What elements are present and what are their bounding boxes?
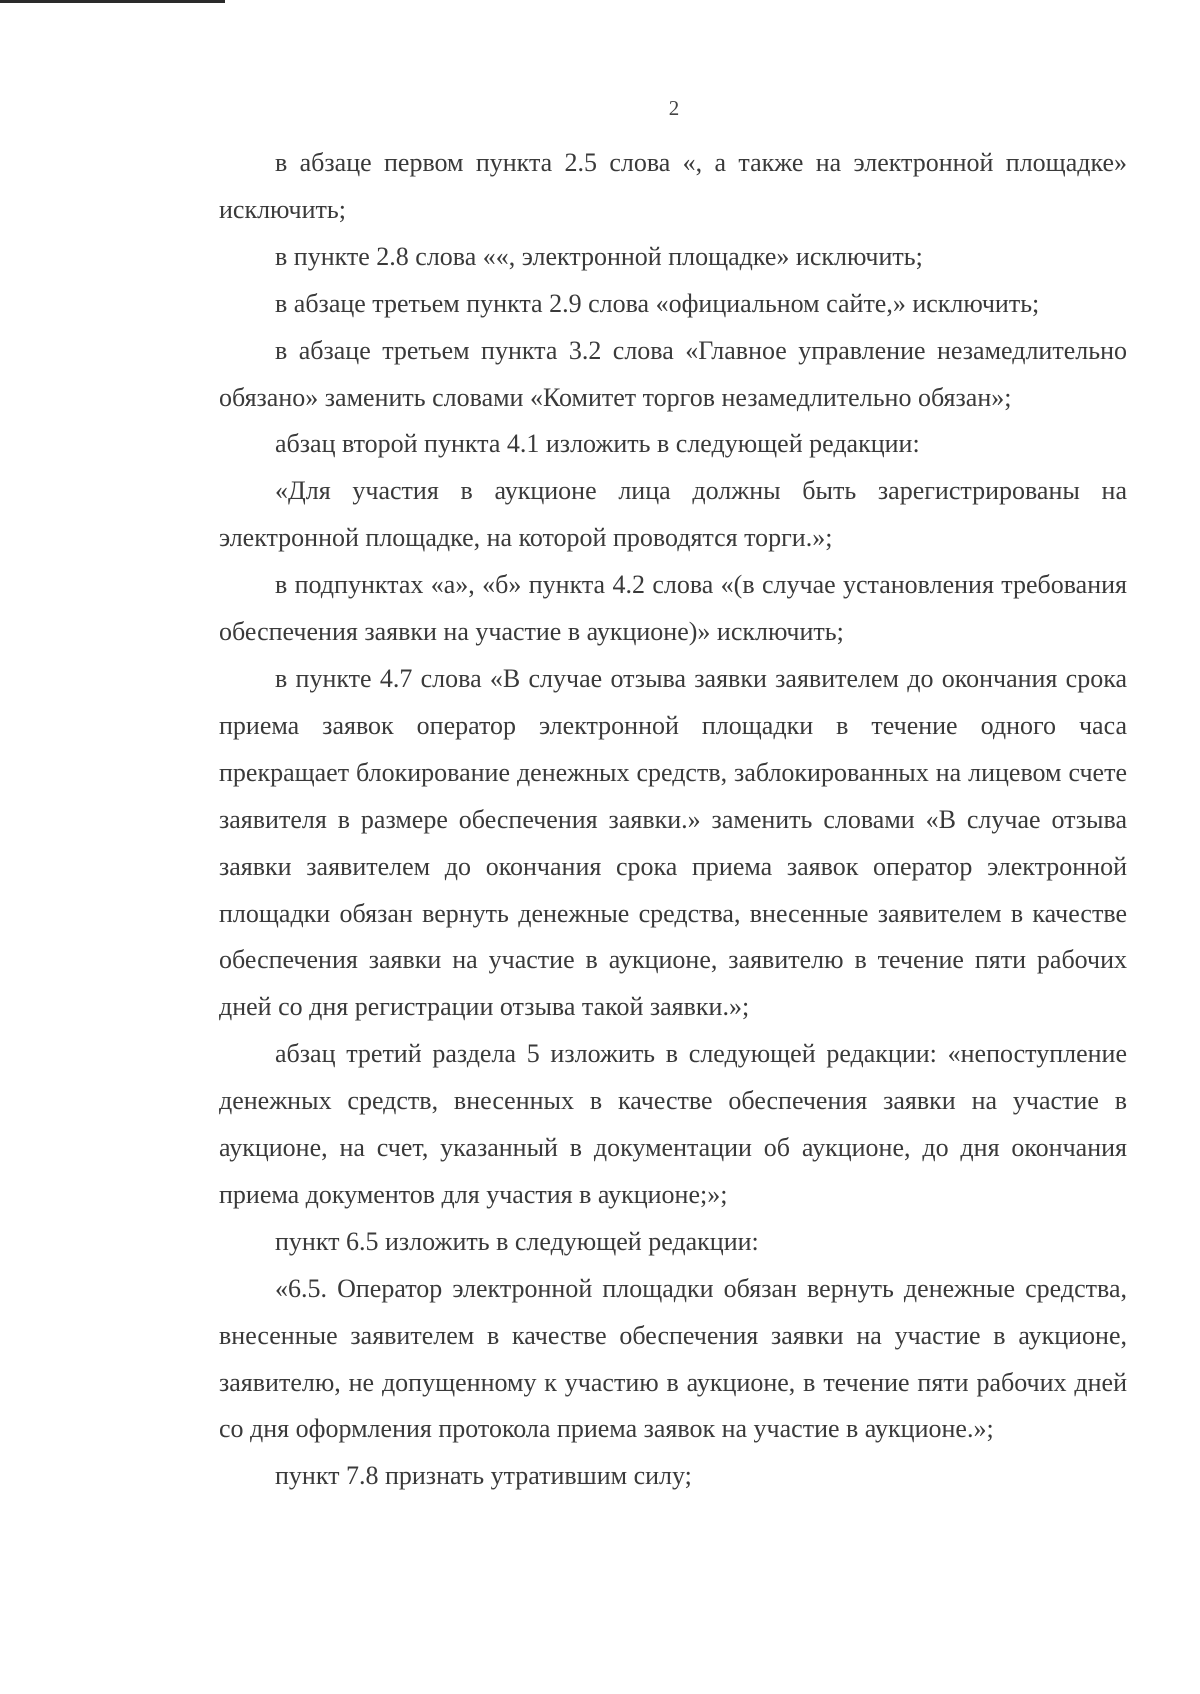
paragraph-2-8: в пункте 2.8 слова ««, электронной площадке» исключить;: [275, 241, 923, 271]
document-body: [219, 140, 1127, 1500]
paragraph-section-5: абзац третий раздела 5 изложить в следующей редакции: «непоступление денежных средств, внесенных в качестве обеспечения заявки на участие в аукционе, на счет, указанный в документации об аукционе, до дня окончания приема документов для участия в аукционе;»;: [219, 1039, 1127, 1209]
paragraph-7-8: пункт 7.8 признать утратившим силу;: [275, 1461, 692, 1491]
page-number: 2: [668, 96, 680, 120]
paragraph-3-2: в абзаце третьем пункта 3.2 слова «Главное управление незамедлительно обязано» заменить словами «Комитет торгов незамедлительно обязан»;: [219, 335, 1127, 412]
paragraph-2-5: в абзаце первом пункта 2.5 слова «, а также на электронной площадке» исключить;: [219, 148, 1127, 224]
paragraph-4-1-text: «Для участия в аукционе лица должны быть зарегистрированы на электронной площадке, на которой проводятся торги.»;: [219, 476, 1127, 553]
paragraph-4-1-intro: абзац второй пункта 4.1 изложить в следующей редакции:: [275, 429, 920, 459]
paragraph-2-9: в абзаце третьем пункта 2.9 слова «официальном сайте,» исключить;: [275, 288, 1040, 318]
paragraph-6-5-text: «6.5. Оператор электронной площадки обязан вернуть денежные средства, внесенные заявителем в качестве обеспечения заявки на участие в аукционе, заявителю, не допущенному к участию в аукционе, в течение пяти рабочих дней со дня оформления протокола приема заявок на участие в аукционе.»;: [219, 1273, 1127, 1444]
paragraph-6-5-intro: пункт 6.5 изложить в следующей редакции:: [275, 1226, 759, 1256]
paragraph-4-2: в подпунктах «а», «б» пункта 4.2 слова «(в случае установления требования обеспечения заявки на участие в аукционе)» исключить;: [219, 570, 1127, 647]
scan-edge-mark: [0, 0, 225, 3]
paragraph-4-7: в пункте 4.7 слова «В случае отзыва заявки заявителем до окончания срока приема заявок оператор электронной площадки в течение одного часа прекращает блокирование денежных средств, заблокированных на лицевом счете заявителя в размере обеспечения заявки.» заменить словами «В случае отзыва заявки заявителем до окончания срока приема заявок оператор электронной площадки обязан вернуть денежные средства, внесенные заявителем в качестве обеспечения заявки на участие в аукционе, заявителю в течение пяти рабочих дней со дня регистрации отзыва такой заявки.»;: [219, 663, 1127, 1022]
